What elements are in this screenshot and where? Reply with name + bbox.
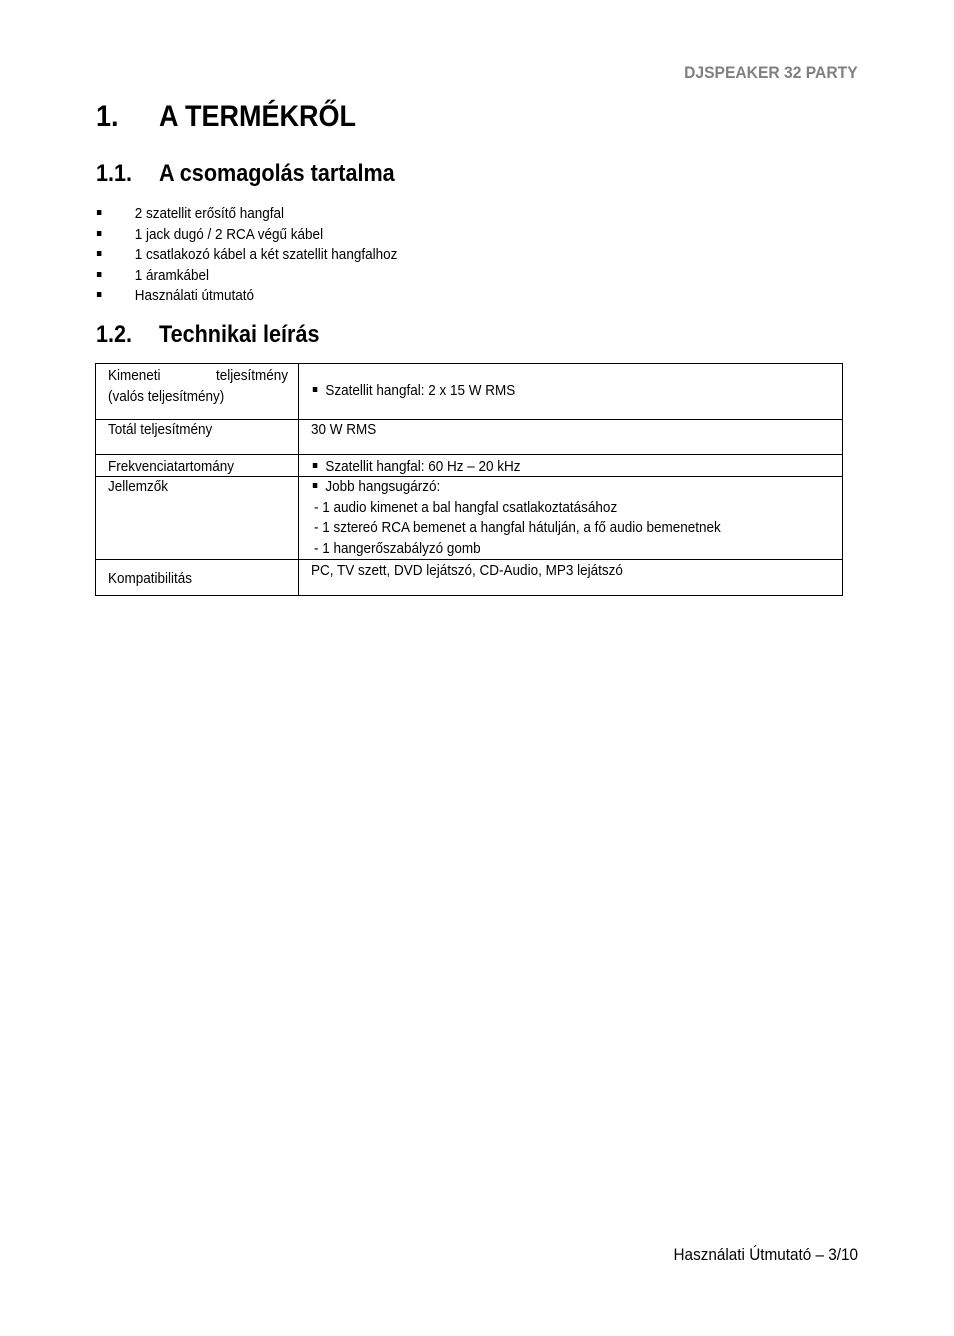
bullet-square-icon (97, 210, 102, 215)
table-row (96, 560, 843, 596)
page-footer: Használati Útmutató – 3/10 (673, 1245, 858, 1264)
package-contents-list (96, 204, 431, 307)
spec-value-cell: Szatellit hangfal: 60 Hz – 20 kHz (299, 455, 843, 477)
table-row (96, 364, 843, 420)
spec-label-cell: Kimeneti teljesítmény (valós teljesítmény) (96, 364, 299, 420)
bullet-square-icon (97, 231, 102, 236)
bullet-square-icon (313, 483, 318, 488)
section-title: A TERMÉKRŐL (159, 100, 357, 133)
spec-value-cell: Szatellit hangfal: 2 x 15 W RMS (299, 364, 843, 420)
section-number: 1. (96, 100, 119, 133)
bullet-square-icon (313, 463, 318, 468)
subsection-heading-package (96, 160, 395, 188)
list-item: 1 jack dugó / 2 RCA végű kábel (96, 225, 397, 246)
bullet-square-icon (97, 251, 102, 256)
spec-table (95, 363, 843, 596)
bullet-square-icon (97, 272, 102, 277)
subsection-title: A csomagolás tartalma (159, 160, 395, 187)
subsection-title: Technikai leírás (159, 321, 320, 348)
spec-value-cell: PC, TV szett, DVD lejátszó, CD-Audio, MP3 lejátszó (299, 560, 843, 596)
table-row (96, 455, 843, 477)
list-item: 2 szatellit erősítő hangfal (96, 204, 397, 225)
spec-label-cell: Kompatibilitás (96, 560, 299, 596)
table-row (96, 477, 843, 560)
bullet-square-icon (313, 387, 318, 392)
spec-value-cell: 30 W RMS (299, 420, 843, 455)
spec-label-cell: Totál teljesítmény (96, 420, 299, 455)
bullet-square-icon (97, 292, 102, 297)
list-item: 1 csatlakozó kábel a két szatellit hangfalhoz (96, 245, 397, 266)
section-heading-1 (96, 100, 356, 134)
subsection-number: 1.2. (96, 321, 133, 348)
subsection-number: 1.1. (96, 160, 133, 187)
subsection-heading-specs (96, 321, 319, 349)
list-item: 1 áramkábel (96, 266, 397, 287)
spec-label-cell: Frekvenciatartomány (96, 455, 299, 477)
header-product-name: DJSPEAKER 32 PARTY (684, 63, 858, 82)
spec-label-cell: Jellemzők (96, 477, 299, 560)
list-item: Használati útmutató (96, 286, 397, 307)
spec-value-cell: Jobb hangsugárzó: - 1 audio kimenet a bal hangfal csatlakoztatásához - 1 sztereó RCA bemenet a hangfal hátulján, a fő audio bemenetnek - 1 hangerőszabályzó gomb (299, 477, 843, 560)
table-row (96, 420, 843, 455)
